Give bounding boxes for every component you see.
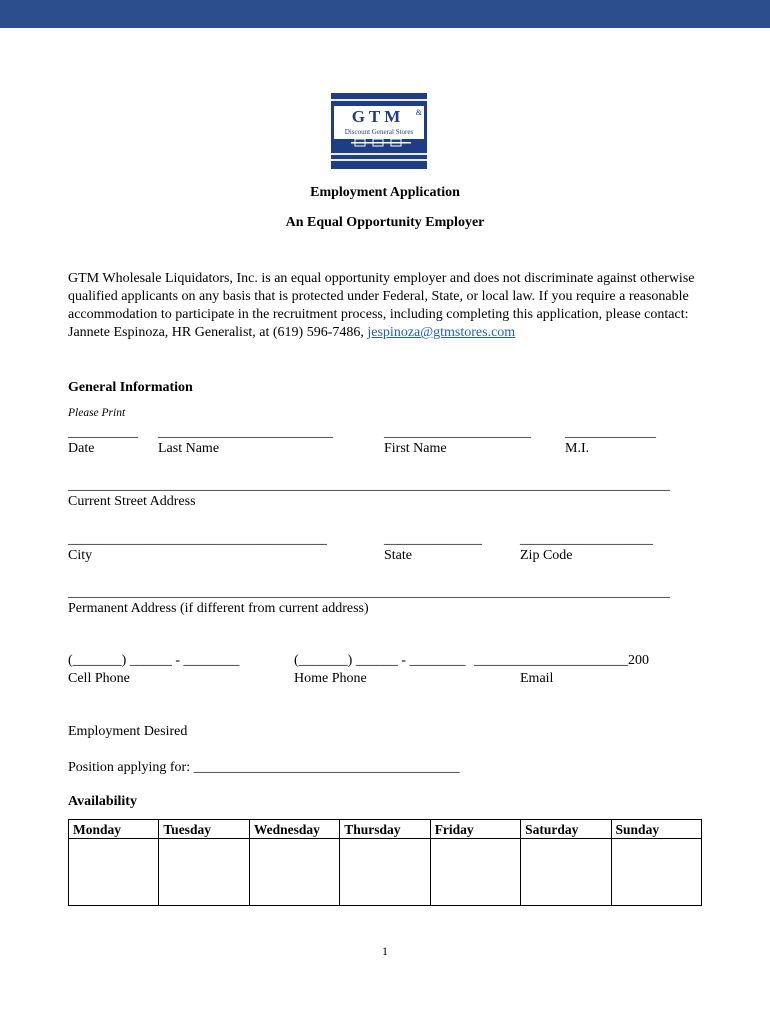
state-label: State: [384, 548, 412, 563]
day-saturday: Saturday: [521, 820, 611, 839]
first-name-label: First Name: [384, 441, 447, 456]
availability-cell-thursday[interactable]: [340, 839, 430, 906]
day-friday: Friday: [430, 820, 520, 839]
page-subtitle: An Equal Opportunity Employer: [285, 215, 485, 230]
availability-table: [68, 819, 702, 906]
last-name-label: Last Name: [158, 441, 220, 456]
availability-heading: Availability: [68, 794, 137, 809]
cell-phone-field[interactable]: (_______) ______ - ________: [68, 653, 240, 668]
mi-label: M.I.: [565, 441, 590, 456]
home-phone-field[interactable]: (_______) ______ - ________: [294, 653, 466, 668]
permanent-address-field[interactable]: ______________________________________________________________________________________: [68, 585, 670, 600]
city-field[interactable]: _____________________________________: [68, 532, 327, 547]
street-address-field[interactable]: ______________________________________________________________________________________: [68, 478, 670, 493]
intro-paragraph: [68, 270, 708, 342]
availability-cell-monday[interactable]: [69, 839, 159, 906]
please-print-note: Please Print: [68, 407, 126, 419]
city-label: City: [68, 548, 93, 563]
date-field[interactable]: __________: [68, 425, 138, 440]
email-label: Email: [520, 671, 554, 686]
permanent-address-label: Permanent Address (if different from current address): [68, 601, 369, 616]
logo-ampersand: &: [415, 108, 422, 117]
page-number: 1: [382, 944, 388, 958]
cell-phone-label: Cell Phone: [68, 671, 130, 686]
logo-figures-icon: [351, 139, 411, 149]
zip-code-label: Zip Code: [520, 548, 573, 563]
logo-subtitle: Discount General Stores: [344, 128, 414, 136]
intro-text: GTM Wholesale Liquidators, Inc. is an equal opportunity employer and does not discriminate against otherwise qualified applicants on any basis that is protected under Federal, State, or local law. If you require a reasonable accommodation to participate in the recruitment process, including completing this application, please contact: Jannete Espinoza, HR Generalist, at (619) 596-7486,: [68, 271, 695, 340]
home-phone-label: Home Phone: [294, 671, 367, 686]
date-label: Date: [68, 441, 95, 456]
availability-header-row: [69, 820, 702, 839]
availability-cell-wednesday[interactable]: [249, 839, 339, 906]
position-applying-field[interactable]: Position applying for: ______________________________________: [68, 760, 460, 775]
day-wednesday: Wednesday: [249, 820, 339, 839]
general-info-heading: General Information: [68, 380, 193, 395]
top-banner: [0, 0, 770, 28]
mi-field[interactable]: _____________: [565, 425, 656, 440]
availability-cell-friday[interactable]: [430, 839, 520, 906]
availability-cell-sunday[interactable]: [611, 839, 701, 906]
day-sunday: Sunday: [611, 820, 701, 839]
last-name-field[interactable]: _________________________: [158, 425, 333, 440]
employment-desired-heading: Employment Desired: [68, 724, 188, 739]
day-thursday: Thursday: [340, 820, 430, 839]
day-tuesday: Tuesday: [159, 820, 249, 839]
email-field[interactable]: ______________________200: [474, 653, 649, 668]
availability-input-row: [69, 839, 702, 906]
gtm-logo: [331, 93, 427, 169]
state-field[interactable]: ______________: [384, 532, 482, 547]
availability-cell-saturday[interactable]: [521, 839, 611, 906]
contact-email-link[interactable]: jespinoza@gtmstores.com: [367, 325, 516, 340]
logo-panel: [334, 106, 424, 139]
logo-word: GTM: [351, 107, 405, 126]
day-monday: Monday: [69, 820, 159, 839]
zip-code-field[interactable]: ___________________: [520, 532, 653, 547]
first-name-field[interactable]: _____________________: [384, 425, 531, 440]
page-title: Employment Application: [310, 185, 460, 200]
street-address-label: Current Street Address: [68, 494, 196, 509]
availability-cell-tuesday[interactable]: [159, 839, 249, 906]
